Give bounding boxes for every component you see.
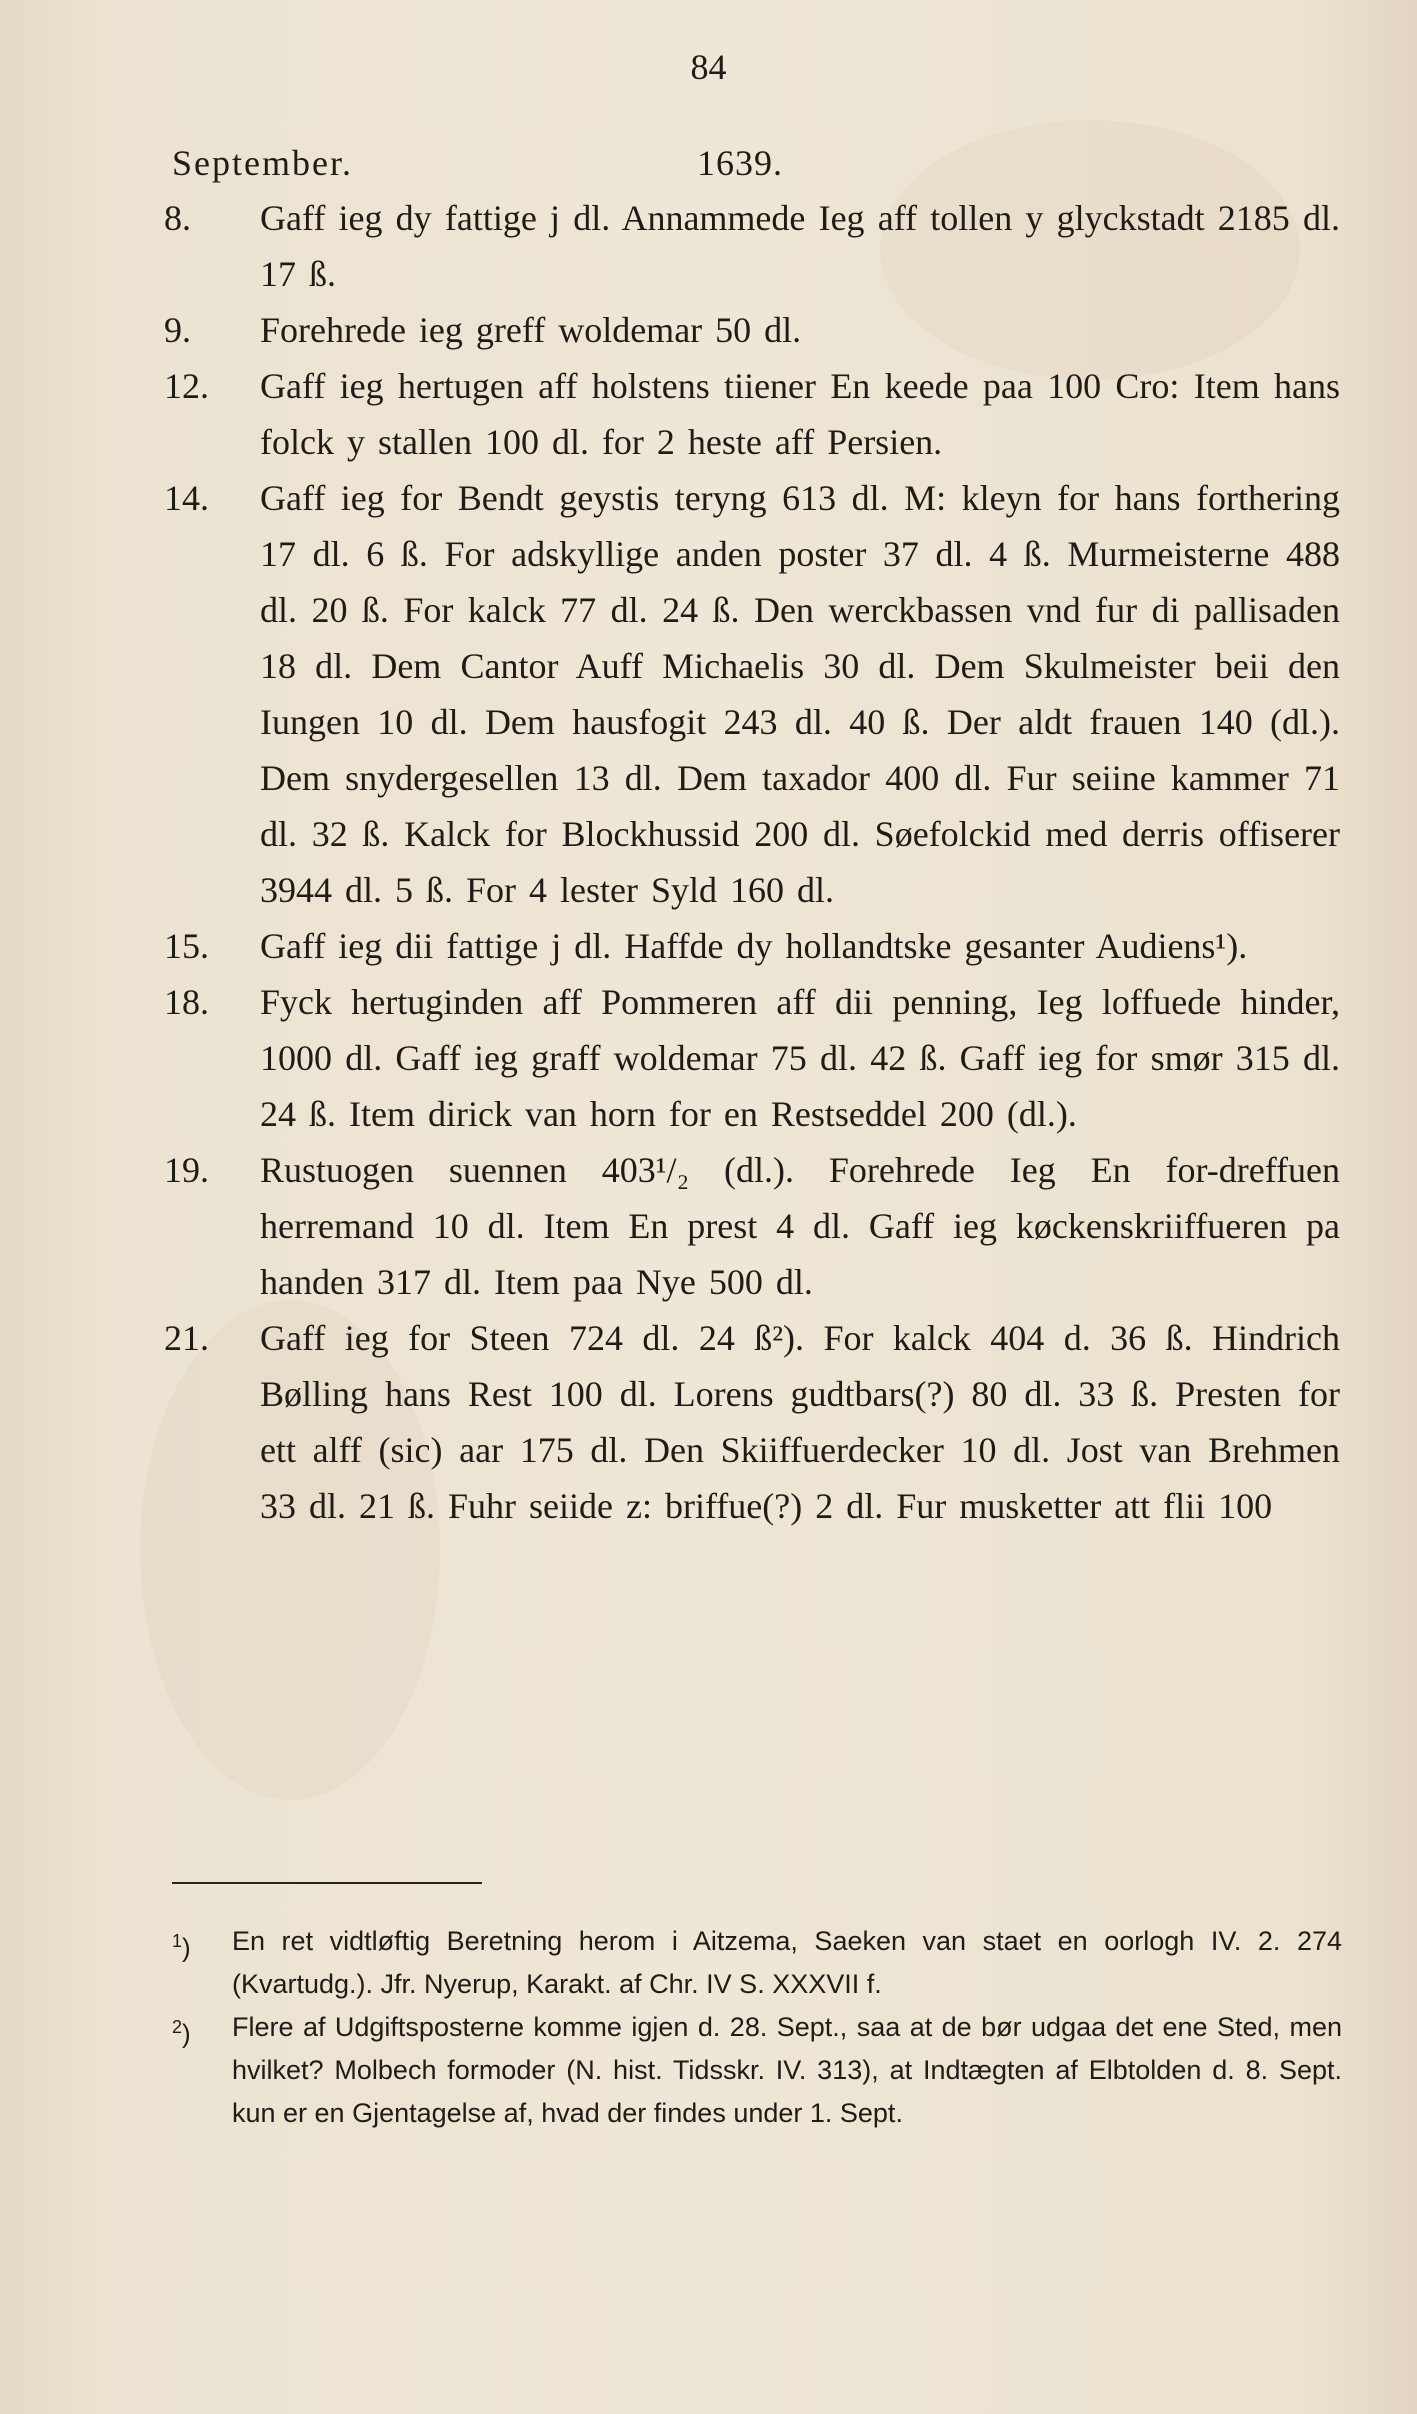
entry-text: Gaff ieg for Bendt geystis teryng 613 dl. M: kleyn for hans forthering 17 dl. 6 ß. For adskyllige anden poster 37 dl. 4 ß. Murmeisterne 488 dl. 20 ß. For kalck 77 dl. 24 ß. Den werckbassen vnd fur di pallisaden 18 dl. Dem Cantor Auff Michaelis 30 dl. Dem Skulmeister beii den Iungen 10 dl. Dem hausfogit 243 dl. 40 ß. Der aldt frauen 140 (dl.). Dem snydergesellen 13 dl. Dem taxador 400 dl. Fur seiine kammer 71 dl. 32 ß. Kalck for Blockhussid 200 dl. Søefolckid med derris offiserer 3944 dl. 5 ß. For 4 lester Syld 160 dl. bbox=[260, 478, 1340, 910]
ledger-entry bbox=[160, 1142, 1340, 1310]
footnote bbox=[172, 2006, 1342, 2135]
ledger-entry bbox=[160, 918, 1340, 974]
footnotes bbox=[172, 1920, 1342, 2135]
footnote-text: En ret vidtløftig Beretning herom i Aitzema, Saeken van staet en oorlogh IV. 2. 274 (Kvartudg.). Jfr. Nyerup, Karakt. af Chr. IV S. XXXVII f. bbox=[232, 1926, 1342, 1999]
entry-day: 8. bbox=[164, 198, 191, 238]
entry-text: Fyck hertuginden aff Pommeren aff dii penning, Ieg loffuede hinder, 1000 dl. Gaff ieg graff woldemar 75 dl. 42 ß. Gaff ieg for smør 315 dl. 24 ß. Item dirick van horn for en Restseddel 200 (dl.). bbox=[260, 982, 1340, 1134]
entry-day: 18. bbox=[164, 982, 209, 1022]
ledger-entries bbox=[160, 190, 1340, 1534]
footnote-mark: $^1$) bbox=[172, 1931, 191, 1963]
date-header bbox=[172, 142, 783, 184]
entry-day: 21. bbox=[164, 1318, 209, 1358]
ledger-entry bbox=[160, 190, 1340, 302]
entry-text: Forehrede ieg greff woldemar 50 dl. bbox=[260, 310, 802, 350]
ledger-entry bbox=[160, 358, 1340, 470]
footnote-mark: $^2$) bbox=[172, 2017, 191, 2049]
ledger-entry bbox=[160, 974, 1340, 1142]
entry-day: 12. bbox=[164, 366, 209, 406]
entry-day: 14. bbox=[164, 478, 209, 518]
entry-day: 9. bbox=[164, 310, 191, 350]
ledger-entry bbox=[160, 1310, 1340, 1534]
entry-text: Rustuogen suennen 403¹/₂ (dl.). Forehrede Ieg En for-dreffuen herremand 10 dl. Item En prest 4 dl. Gaff ieg køckenskriiffueren pa handen 317 dl. Item paa Nye 500 dl. bbox=[260, 1150, 1340, 1302]
entry-text: Gaff ieg for Steen 724 dl. 24 ß²). For kalck 404 d. 36 ß. Hindrich Bølling hans Rest 100 dl. Lorens gudtbars(?) 80 dl. 33 ß. Presten for ett alff (sic) aar 175 dl. Den Skiiffuerdecker 10 dl. Jost van Brehmen 33 dl. 21 ß. Fuhr seiide z: briffue(?) 2 dl. Fur musketter att flii 100 bbox=[260, 1318, 1340, 1526]
ledger-entry bbox=[160, 302, 1340, 358]
page-number: 84 bbox=[690, 47, 727, 87]
entry-day: 19. bbox=[164, 1150, 209, 1190]
year-label: 1639. bbox=[697, 143, 783, 183]
footnote bbox=[172, 1920, 1342, 2006]
entry-text: Gaff ieg dy fattige j dl. Annammede Ieg aff tollen y glyckstadt 2185 dl. 17 ß. bbox=[260, 198, 1340, 294]
ledger-entry bbox=[160, 470, 1340, 918]
entry-day: 15. bbox=[164, 926, 209, 966]
entry-text: Gaff ieg dii fattige j dl. Haffde dy hollandtske gesanter Audiens¹). bbox=[260, 926, 1248, 966]
month-label: September. bbox=[172, 143, 353, 183]
footnote-divider bbox=[172, 1882, 482, 1884]
entry-text: Gaff ieg hertugen aff holstens tiiener En keede paa 100 Cro: Item hans folck y stallen 100 dl. for 2 heste aff Persien. bbox=[260, 366, 1340, 462]
footnote-text: Flere af Udgiftsposterne komme igjen d. 28. Sept., saa at de bør udgaa det ene Sted, men hvilket? Molbech formoder (N. hist. Tidsskr. IV. 313), at Indtægten af Elbtolden d. 8. Sept. kun er en Gjentagelse af, hvad der findes under 1. Sept. bbox=[232, 2012, 1342, 2128]
